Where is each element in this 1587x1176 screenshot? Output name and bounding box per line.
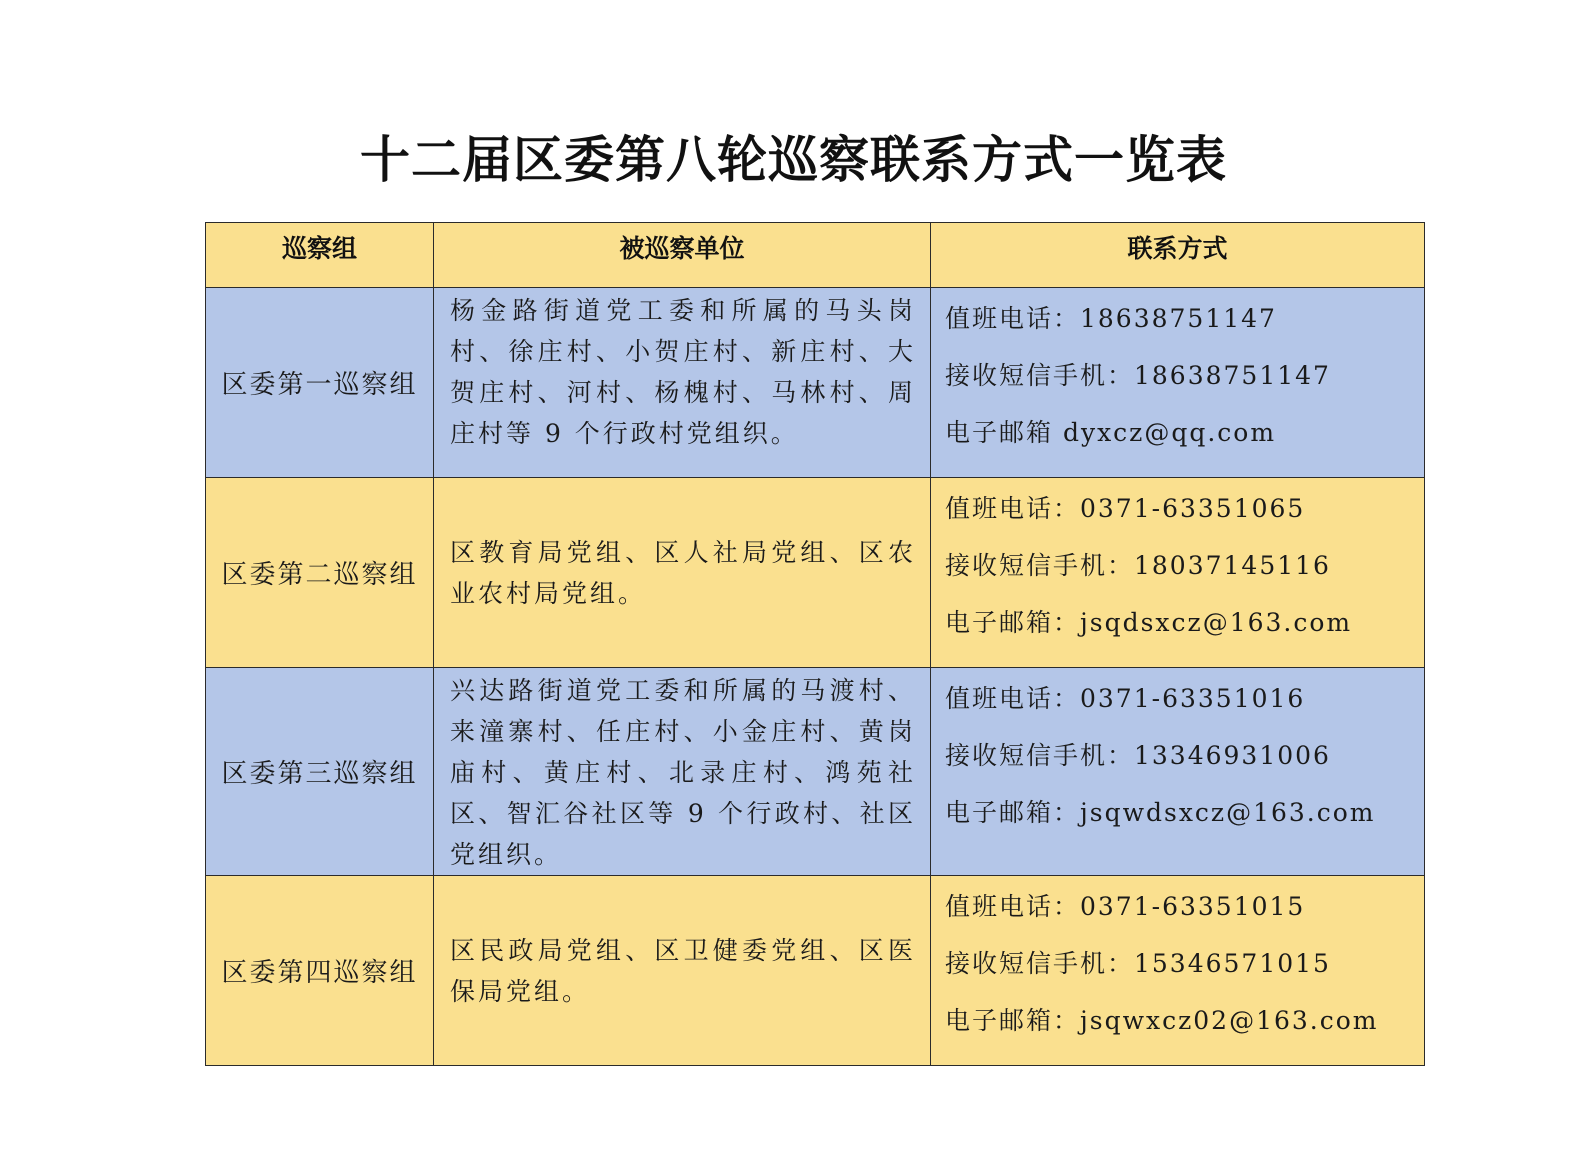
inspected-units-text: 区教育局党组、区人社局党组、区农业农村局党组。: [450, 537, 916, 608]
contact-cell: [931, 288, 1425, 478]
email: 电子邮箱：jsqwdsxcz@163.com: [945, 798, 1376, 827]
inspected-units-text: 杨金路街道党工委和所属的马头岗村、徐庄村、小贺庄村、新庄村、大贺庄村、河村、杨槐村、马林村、周庄村等 9 个行政村党组织。: [450, 296, 916, 448]
email: 电子邮箱：jsqwxcz02@163.com: [945, 1006, 1379, 1035]
contact-cell: [931, 478, 1425, 668]
inspected-units-cell: [434, 876, 931, 1066]
sms-phone: 接收短信手机：15346571015: [945, 949, 1331, 978]
column-header-contact: 联系方式: [931, 223, 1425, 288]
duty-phone: 值班电话：18638751147: [945, 304, 1277, 333]
group-name-cell: 区委第二巡察组: [206, 478, 434, 668]
contact-table: [205, 222, 1425, 1066]
inspected-units-text: 区民政局党组、区卫健委党组、区医保局党组。: [450, 935, 916, 1006]
table-row: [206, 668, 1425, 876]
inspected-units-cell: [434, 478, 931, 668]
column-header-units: 被巡察单位: [434, 223, 931, 288]
table-row: [206, 478, 1425, 668]
page-title: 十二届区委第八轮巡察联系方式一览表: [360, 130, 1227, 189]
contact-cell: [931, 668, 1425, 876]
sms-phone: 接收短信手机：18037145116: [945, 551, 1331, 580]
email: 电子邮箱 dyxcz@qq.com: [945, 418, 1277, 447]
duty-phone: 值班电话：0371-63351015: [945, 892, 1306, 921]
sms-phone: 接收短信手机：13346931006: [945, 741, 1331, 770]
table-header-row: [206, 223, 1425, 288]
table-row: [206, 876, 1425, 1066]
group-name-cell: 区委第三巡察组: [206, 668, 434, 876]
table-row: [206, 288, 1425, 478]
group-name-cell: 区委第四巡察组: [206, 876, 434, 1066]
email: 电子邮箱：jsqdsxcz@163.com: [945, 608, 1353, 637]
contact-cell: [931, 876, 1425, 1066]
inspected-units-cell: [434, 668, 931, 876]
duty-phone: 值班电话：0371-63351016: [945, 684, 1306, 713]
column-header-group: 巡察组: [206, 223, 434, 288]
inspected-units-cell: [434, 288, 931, 478]
group-name-cell: 区委第一巡察组: [206, 288, 434, 478]
duty-phone: 值班电话：0371-63351065: [945, 494, 1306, 523]
inspected-units-text: 兴达路街道党工委和所属的马渡村、来潼寨村、任庄村、小金庄村、黄岗庙村、黄庄村、北录庄村、鸿苑社区、智汇谷社区等 9 个行政村、社区党组织。: [450, 676, 916, 869]
sms-phone: 接收短信手机：18638751147: [945, 361, 1331, 390]
